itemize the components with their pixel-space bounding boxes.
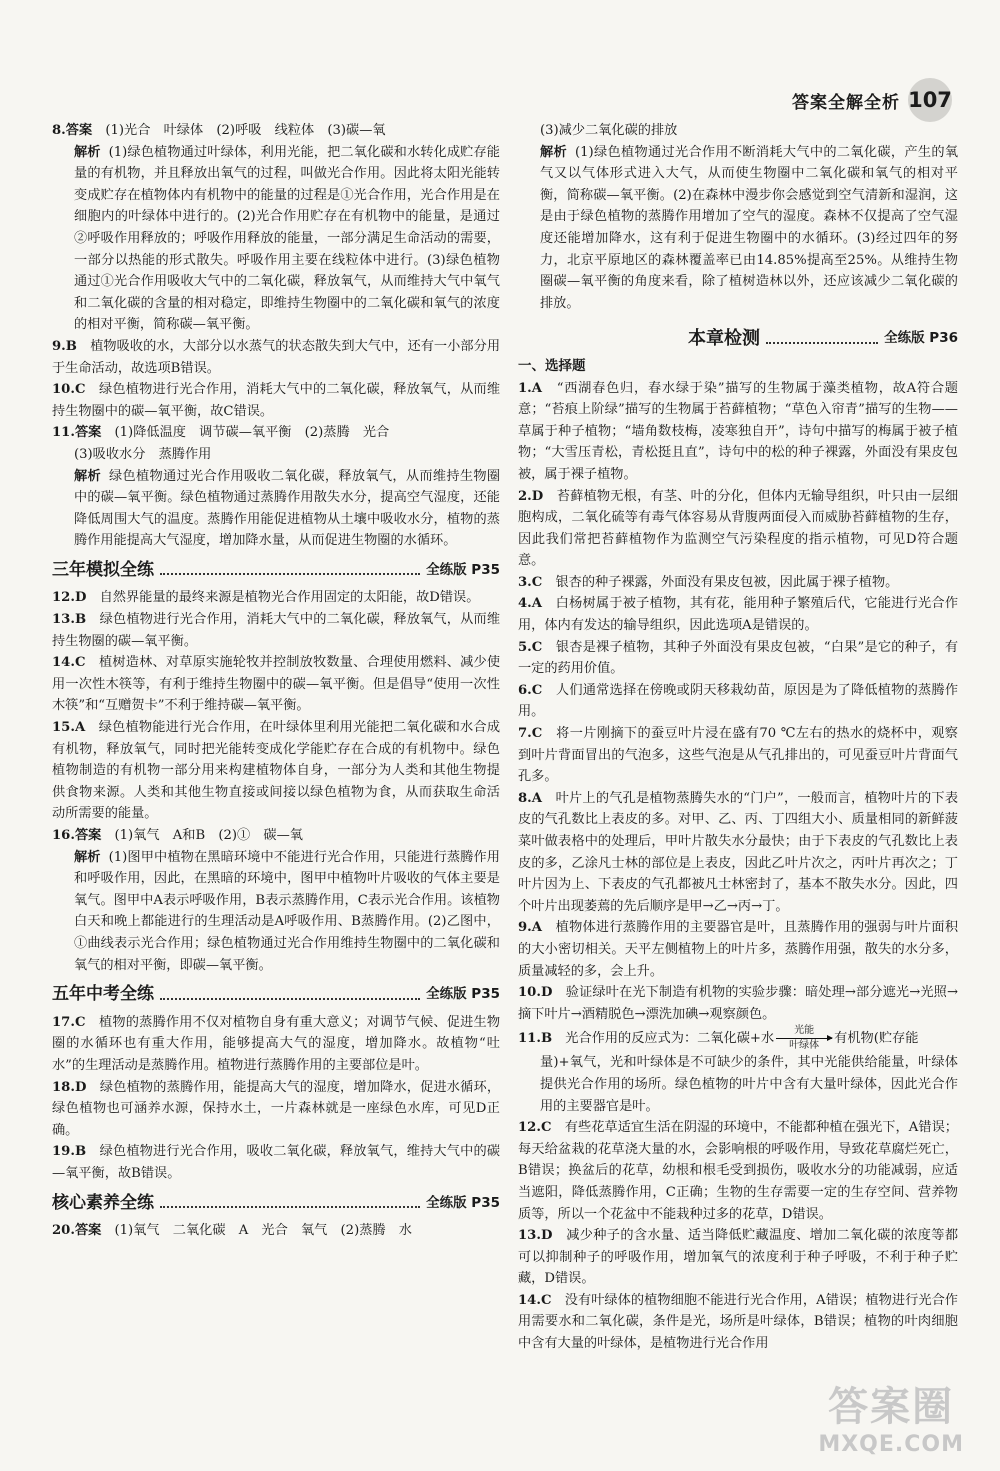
section-title: 三年模拟全练: [52, 559, 154, 580]
item-label: 20.答案: [52, 1223, 102, 1239]
item-label: 1.A: [518, 380, 542, 396]
answer-item: [518, 982, 958, 1025]
right-column: [518, 120, 958, 1355]
item-text: 没有叶绿体的植物细胞不能进行光合作用，A错误；植物进行光合作用需要水和二氧化碳，条件是光，场所是叶绿体，B错误；植物的叶肉细胞中含有大量的叶绿体，是植物进行光合作用: [518, 1292, 958, 1352]
section-ref: 全练版 P35: [426, 986, 500, 1003]
subsection-title: 一、选择题: [518, 357, 586, 374]
item-answer: (1)降低温度 调节碳—氧平衡 (2)蒸腾 光合: [114, 425, 390, 441]
item-label: 9.B: [52, 338, 77, 354]
answer-item: [52, 1012, 500, 1077]
item-text: 植物的蒸腾作用不仅对植物自身有重大意义；对调节气候、促进生物圈的水循环也有重大作用，能够提高大气的湿度，增加降水。故植物“吐水”的生理活动是蒸腾作用。植物进行蒸腾作用的主要部位是叶。: [52, 1014, 501, 1073]
item-label: 19.B: [52, 1144, 87, 1160]
header-title: 答案全解全析: [792, 92, 900, 113]
item-text: 苔藓植物无根，有茎、叶的分化，但体内无输导组织，叶只由一层细胞构成，二氧化硫等有毒气体容易从背腹两面侵入而威胁苔藓植物的生存，因此我们常把苔藓植物作为监测空气污染程度的指示植物，可见D符合题意。: [518, 488, 959, 569]
answer-item: [518, 637, 958, 680]
item-label: 8.A: [518, 790, 542, 806]
explanation-text: (1)绿色植物通过光合作用不断消耗大气中的二氧化碳，产生的氧气又以气体形式进入大气，从而使生物圈中二氧化碳和氧气的相对平衡，简称碳—氧平衡。(2)在森林中漫步你会感觉到空气清新和湿润，这是由于绿色植物的蒸腾作用增加了空气的湿度。森林不仅提高了空气湿度还能增加降水，这有利于促进生物圈中的水循环。(3)经过四年的努力，北京平原地区的森林覆盖率已由14.85%提高至25%。从维持生物圈碳—氧平衡的角度来看，除了植树造林以外，还应该减少二氧化碳的排放。: [540, 144, 959, 311]
section-ref: 全练版 P35: [426, 561, 500, 578]
explanation-keyword: 解析: [74, 849, 101, 865]
item-label: 13.B: [52, 612, 87, 628]
answer-item: [52, 379, 500, 422]
explanation-text: (1)绿色植物通过叶绿体，利用光能，把二氧化碳和水转化成贮存能量的有机物，并且释放出氧气的过程，叫做光合作用。因此将太阳光能转变成贮存在植物体内有机物中的能量的过程是①光合作用，光合作用是在细胞内的叶绿体中进行的。(2)光合作用贮存在有机物中的能量，是通过②呼吸作用释放的；呼吸作用释放的能量，一部分满足生命活动的需要，一部分以热能的形式散失。呼吸作用主要在线粒体中进行。(3)绿色植物通过①光合作用吸收大气中的二氧化碳，释放氧气，从而维持大气中氧气和二氧化碳的含量的相对稳定，即维持生物圈中的二氧化碳和氧气的浓度的相对平衡，简称碳—氧平衡。: [74, 144, 500, 333]
item-text: 将一片刚摘下的蚕豆叶片浸在盛有70 ℃左右的热水的烧杯中，观察到叶片背面冒出的气泡多，这些气泡是从气孔排出的，可见蚕豆叶片背面气孔多。: [518, 726, 958, 785]
section-leader-dots: [160, 1206, 420, 1208]
section-header-benzhang: [518, 328, 958, 350]
item-label: 10.D: [518, 985, 553, 1001]
answer-item: [52, 1077, 500, 1142]
reaction-arrow: [776, 1025, 832, 1052]
answer-item: [52, 652, 500, 717]
arrow-condition-top: 光能: [794, 1025, 815, 1037]
item-label: 3.C: [518, 574, 543, 590]
answer-item: [518, 486, 958, 572]
answer-item: [518, 680, 958, 723]
answer-item: [518, 593, 958, 636]
item-label: 2.D: [518, 488, 544, 504]
answer-item: [518, 788, 958, 918]
answer-item: [52, 120, 500, 336]
item-text: 人们通常选择在傍晚或阴天移栽幼苗，原因是为了降低植物的蒸腾作用。: [518, 682, 959, 720]
item-label: 5.C: [518, 639, 543, 655]
section-leader-dots: [766, 342, 878, 344]
page-number: 107: [908, 78, 952, 122]
item-label: 13.D: [518, 1228, 553, 1244]
explanation-keyword: 解析: [540, 144, 567, 160]
section-header-wunian: [52, 984, 500, 1006]
section-header-hexin: [52, 1193, 500, 1215]
explanation-keyword: 解析: [74, 144, 101, 160]
item-label: 15.A: [52, 720, 86, 736]
item-label: 12.C: [518, 1120, 552, 1136]
item-label: 8.答案: [52, 123, 93, 138]
item-label: 16.答案: [52, 828, 102, 843]
watermark-url: MXQE.COM: [818, 1432, 964, 1457]
section-leader-dots: [160, 573, 420, 575]
item-text: 绿色植物进行光合作用，消耗大气中的二氧化碳，释放氧气，从而维持生物圈中的碳—氧平衡，故C错误。: [52, 382, 501, 419]
item-text: 验证绿叶在光下制造有机物的实验步骤：暗处理→部分遮光→光照→摘下叶片→酒精脱色→漂洗加碘→观察颜色。: [518, 985, 959, 1022]
answer-item: [52, 422, 500, 552]
item-text: 绿色植物的蒸腾作用，能提高大气的湿度，增加降水，促进水循环，绿色植物也可涵养水源，保持水土，一片森林就是一座绿色水库，可见D正确。: [52, 1079, 501, 1138]
answer-item: [518, 917, 958, 982]
item-text: 绿色植物进行光合作用，消耗大气中的二氧化碳，释放氧气，从而维持生物圈的碳—氧平衡。: [52, 612, 501, 649]
section-title: 核心素养全练: [52, 1192, 154, 1213]
item-text: 叶片上的气孔是植物蒸腾失水的“门户”，一般而言，植物叶片的下表皮的气孔数比上表皮的多。对甲、乙、丙、丁四组大小、质量相同的新鲜菠菜叶做表格中的处理后，甲叶片散失水分最快；由于下表皮的气孔数比上表皮的多，乙涂凡士林的部位是上表皮，因此乙叶片次之，丙叶片再次之；丁叶片因为上、下表皮的气孔都被凡士林密封了，基本不散失水分。因此，四个叶片出现萎蔫的先后顺序是甲→乙→丙→丁。: [518, 790, 959, 914]
item-answer: (1)氧气 二氧化碳 A 光合 氧气 (2)蒸腾 水: [114, 1223, 412, 1239]
item-text: 自然界能量的最终来源是植物光合作用固定的太阳能，故D错误。: [99, 590, 480, 606]
answer-item: [518, 1025, 958, 1117]
item-text: 绿色植物进行光合作用，吸收二氧化碳，释放氧气，维持大气中的碳—氧平衡，故B错误。: [52, 1144, 501, 1181]
explanation-text: 绿色植物通过光合作用吸收二氧化碳，释放氧气，从而维持生物圈中的碳—氧平衡。绿色植物通过蒸腾作用散失水分，提高空气湿度，还能降低周围大气的温度。蒸腾作用能促进植物从土壤中吸收水分，植物的蒸腾作用能提高大气湿度，增加降水量，从而促进生物圈的水循环。: [74, 468, 501, 549]
answer-item: [518, 572, 958, 594]
item-label: 6.C: [518, 682, 543, 698]
item-text: 白杨树属于被子植物，其有花，能用种子繁殖后代，它能进行光合作用，体内有发达的输导组织，因此选项A是错误的。: [518, 596, 959, 634]
item-answer: (1)光合 叶绿体 (2)呼吸 线粒体 (3)碳—氧: [105, 123, 386, 138]
left-column: [52, 120, 500, 1242]
watermark-text: 答案圈: [828, 1384, 955, 1430]
item-label: 4.A: [518, 596, 542, 612]
answer-item: [518, 120, 958, 314]
watermark-logo: [818, 1375, 964, 1457]
section-title: 五年中考全练: [52, 984, 154, 1005]
arrow-condition-bottom: 叶绿体: [789, 1040, 820, 1052]
explanation-text: (1)图甲中植物在黑暗环境中不能进行光合作用，只能进行蒸腾作用和呼吸作用，因此，在黑暗的环境中，图甲中植物叶片吸收的气体主要是氧气。图甲中A表示呼吸作用，B表示蒸腾作用，C表示光合作用。该植物白天和晚上都能进行的生理活动是A呼吸作用、B蒸腾作用。(2)乙图中，①曲线表示光合作用；绿色植物通过光合作用维持生物圈中的二氧化碳和氧气的相对平衡，即碳—氧平衡。: [74, 849, 500, 973]
answer-item: [52, 825, 500, 976]
item-text: 银杏的种子裸露，外面没有果皮包被，因此属于裸子植物。: [555, 574, 899, 590]
item-answer-cont: (3)吸收水分 蒸腾作用: [74, 446, 212, 462]
item-label: 9.A: [518, 920, 542, 936]
item-label: 11.B: [518, 1031, 553, 1047]
answer-item: [52, 336, 500, 379]
item-label: 10.C: [52, 382, 86, 398]
answer-item: [518, 1290, 958, 1355]
arrow-icon: [776, 1038, 832, 1039]
section-ref: 全练版 P36: [884, 330, 958, 347]
item-label: 12.D: [52, 590, 87, 606]
page-header: [792, 78, 952, 122]
answer-item: [518, 1117, 958, 1225]
section-title: 本章检测: [688, 328, 760, 350]
formula-pre: 光合作用的反应式为：二氧化碳+水: [565, 1031, 775, 1047]
section-ref: 全练版 P35: [426, 1194, 500, 1211]
answer-item: [52, 717, 500, 825]
item-label: 17.C: [52, 1014, 86, 1030]
answer-item: [518, 1225, 958, 1290]
section-header-sannian: [52, 560, 500, 582]
answer-item: [52, 1141, 500, 1184]
item-label: 18.D: [52, 1079, 87, 1095]
answer-item: [52, 609, 500, 652]
answer-item: [518, 378, 958, 486]
explanation-keyword: 解析: [74, 468, 101, 484]
item-text: 植树造林、对草原实施轮牧并控制放牧数量、合理使用燃料、减少使用一次性木筷等，有利于维持生物圈中的碳—氧平衡。但是倡导“使用一次性木筷”和“互赠贺卡”不利于维持碳—氧平衡。: [52, 655, 501, 714]
item-label: 14.C: [52, 655, 86, 671]
item-label: 11.答案: [52, 425, 102, 441]
item-text: 有些花草适宜生活在阴湿的环境中，不能都种植在强光下，A错误；每天给盆栽的花草浇大量的水，会影响根的呼吸作用，导致花草腐烂死亡，B错误；换盆后的花草，幼根和根毛受到损伤，吸收水分的功能减弱，应适当遮阳，降低蒸腾作用，C正确；生物的生存需要一定的生存空间、营养物质等，所以一个花盆中不能栽种过多的花草，D错误。: [518, 1120, 958, 1222]
item-text: 减少种子的含水量、适当降低贮藏温度、增加二氧化碳的浓度等都可以抑制种子的呼吸作用，增加氧气的浓度利于种子呼吸，不利于种子贮藏，D错误。: [518, 1228, 959, 1287]
item-text: 植物吸收的水，大部分以水蒸气的状态散失到大气中，还有一小部分用于生命活动，故选项B错误。: [52, 338, 501, 376]
answer-item: [52, 587, 500, 609]
answer-item: [52, 1220, 500, 1242]
section-leader-dots: [160, 998, 420, 1000]
item-text-cont: 量)+氧气，光和叶绿体是不可缺少的条件，其中光能供给能量，叶绿体提供光合作用的场所。绿色植物的叶片中含有大量叶绿体，因此光合作用的主要器官是叶。: [540, 1055, 958, 1114]
item-text: 银杏是裸子植物，其种子外面没有果皮包被，“白果”是它的种子，有一定的药用价值。: [518, 639, 959, 677]
item-label: 7.C: [518, 726, 543, 742]
formula-post: 有机物(贮存能: [834, 1031, 919, 1047]
item-answer: (1)氧气 A和B (2)① 碳—氧: [114, 828, 303, 843]
item-answer-cont: (3)减少二氧化碳的排放: [540, 123, 678, 138]
item-text: 绿色植物能进行光合作用，在叶绿体里利用光能把二氧化碳和水合成有机物，释放氧气，同时把光能转变成化学能贮存在合成的有机物中。绿色植物制造的有机物一部分用来构建植物体自身，一部分为人类和其他生物提供食物来源。人类和其他生物直接或间接以绿色植物为食，从而获取生命活动所需要的能量。: [52, 720, 501, 822]
item-text: “西湖春色归，春水绿于染”描写的生物属于藻类植物，故A符合题意；“苔痕上阶绿”描写的生物属于苔藓植物；“草色入帘青”描写的生物——草属于种子植物；“墙角数枝梅，凌寒独自开”，诗句中描写的梅属于被子植物；“大雪压青松，青松挺且直”，诗句中的松的种子裸露，外面没有果皮包被，属于裸子植物。: [518, 380, 958, 482]
item-text: 植物体进行蒸腾作用的主要器官是叶，且蒸腾作用的强弱与叶片面积的大小密切相关。天平左侧植物上的叶片多，蒸腾作用强，散失的水分多，质量减轻的多，会上升。: [518, 920, 959, 979]
answer-item: [518, 723, 958, 788]
item-label: 14.C: [518, 1292, 552, 1308]
